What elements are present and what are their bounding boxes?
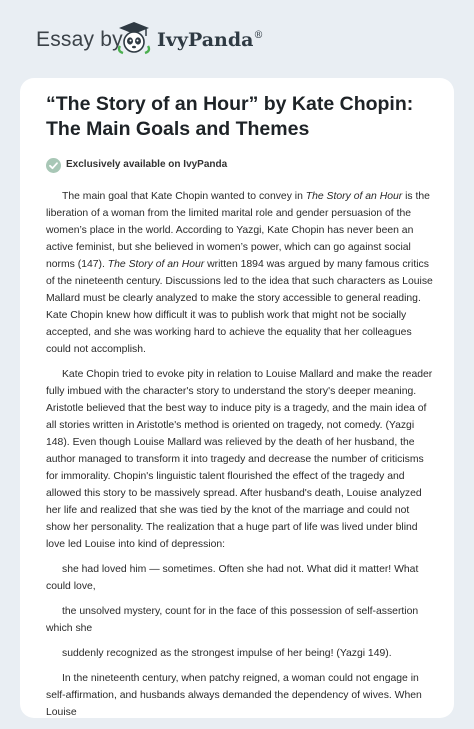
quote-line-3: suddenly recognized as the strongest impulse of her being! (Yazgi 149). [62, 648, 392, 659]
quote-line-1: she had loved him — sometimes. Often she had not. What did it matter! What could love, [46, 564, 419, 592]
page-title [46, 92, 436, 142]
book-title: The Story of an Hour [107, 259, 205, 270]
brand-name[interactable]: IvyPanda® [157, 29, 264, 51]
registered-mark: ® [253, 30, 264, 41]
essay-by-label: Essay by [36, 28, 123, 51]
title-line-2: The Main Goals and Themes [46, 118, 310, 140]
badge-text: Exclusively available on IvyPanda [66, 159, 228, 170]
title-line-1: “The Story of an Hour” by Kate Chopin: [46, 93, 414, 115]
panda-graduation-cap-icon[interactable] [115, 18, 153, 56]
paragraph-2: Kate Chopin tried to evoke pity in relation to Louise Mallard and make the reader fully imbued with the character's story to understand the story's deeper meaning. Aristotle believed that the best way to induce pity is a tragedy, and the main idea of all stories written in Aristotle's method is oriented on tragedy, not comedy. (Yazgi 148). Even though Louise Mallard was relieved by the death of her husband, the author managed to transform it into tragedy and decrease the number of criticisms for immorality. Chopin's linguistic talent flourished the effect of the tragedy and allowed this story to be massively spread. After husband's death, Louise analyzed her life and realized that she was tied by the knot of the marriage and could not show her personality. The realization that a huge part of life was lived under blind love led Louise into kind of depression: [46, 369, 433, 550]
article-body [46, 188, 436, 729]
check-circle-icon [46, 158, 61, 173]
book-title: The Story of an Hour [305, 191, 403, 202]
site-header [0, 0, 474, 78]
paragraph-3: In the nineteenth century, when patchy reigned, a woman could not engage in self-affirmation, and husbands always demanded the dependency of wives. When Louise [46, 673, 422, 718]
paragraph-1: The main goal that Kate Chopin wanted to convey in The Story of an Hour is the liberation of a woman from the limited marital role and gender persuasion of the women’s place in the world. According to Yazgi, Kate Chopin has never been an active feminist, but she believed in women’s power, which can go against social norms (147). The Story of an Hour written 1894 was argued by many famous critics of the nineteenth century. Discussions led to the idea that such characters as Louise Mallard must be clearly analyzed to make the story accessible to general reading. Kate Chopin knew how difficult it was to publish work that might not be socially accepted, and she was working hard to achieve the equality that her colleagues could not accomplish. [46, 191, 433, 355]
quote-line-2: the unsolved mystery, count for in the face of this possession of self-assertion which she [46, 606, 419, 634]
